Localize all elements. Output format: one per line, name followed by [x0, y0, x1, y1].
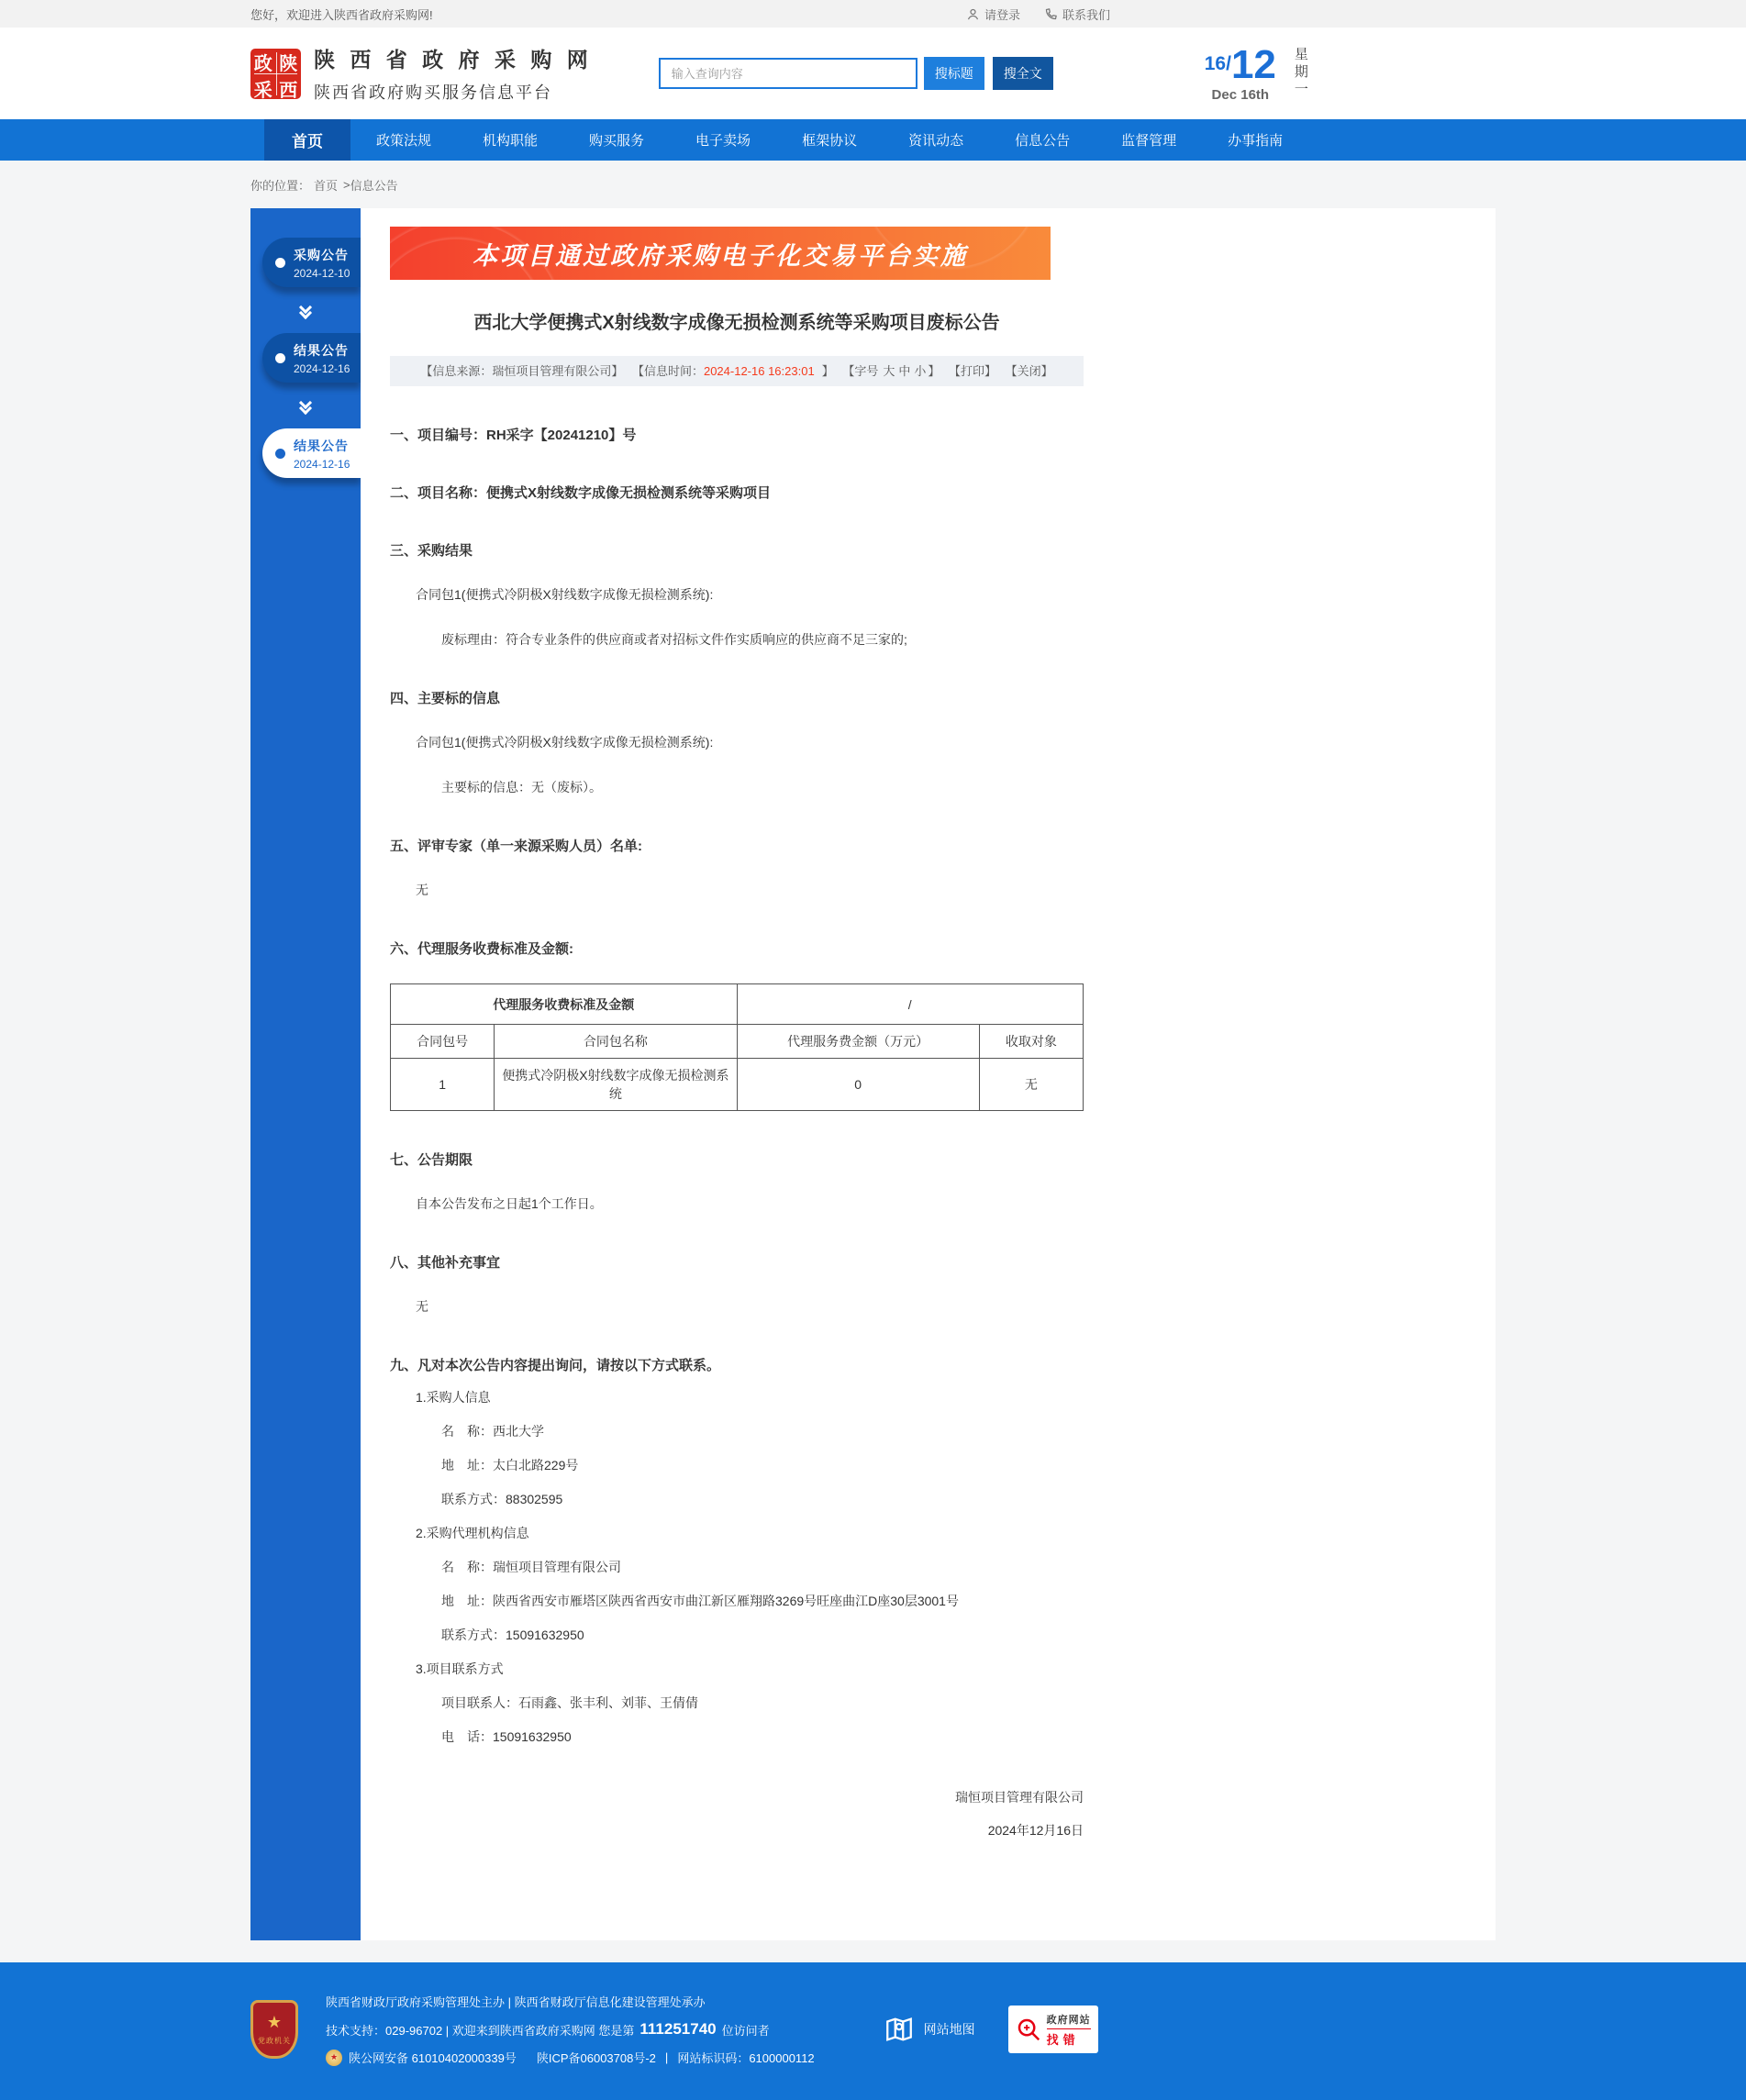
section-line: 1.采购人信息 — [416, 1390, 491, 1405]
weekday-label: 星期一 — [1292, 46, 1308, 99]
step-dot-icon — [275, 449, 285, 459]
badge-label: 党政机关 — [258, 2036, 291, 2045]
section-line: 地 址：太白北路229号 — [441, 1458, 579, 1472]
error-box-title: 政府网站 — [1046, 2014, 1091, 2026]
main-content — [361, 208, 1496, 1940]
nav-item-guide[interactable]: 办事指南 — [1228, 133, 1284, 149]
meta-time-close: 】 — [821, 364, 834, 378]
section-line: 联系方式：15091632950 — [441, 1628, 584, 1642]
visitor-count: 111251740 — [639, 2020, 717, 2038]
step-date: 2024-12-16 — [294, 361, 350, 375]
fontsize-large-button[interactable]: 大 — [883, 364, 895, 378]
map-icon — [884, 2014, 915, 2045]
footer-divider: | — [664, 2050, 669, 2064]
nav-item-purchase-services[interactable]: 购买服务 — [589, 133, 645, 149]
table-col-header: 收取对象 — [979, 1025, 1083, 1059]
breadcrumb-current-link[interactable]: 信息公告 — [350, 178, 398, 193]
header — [0, 28, 1746, 119]
sidebar-timeline — [250, 208, 361, 1940]
breadcrumb-prefix: 你的位置： — [250, 178, 311, 193]
section-heading: 六、代理服务收费标准及金额: — [390, 941, 573, 957]
section-line: 地 址：陕西省西安市雁塔区陕西省西安市曲江新区雁翔路3269号旺座曲江D座30层3001号 — [441, 1594, 959, 1608]
section-heading: 一、项目编号：RH采字【20241210】号 — [390, 428, 637, 443]
fontsize-small-button[interactable]: 小 — [914, 364, 927, 378]
icp-link[interactable]: 陕ICP备06003708号-2 — [536, 2051, 656, 2065]
footer-support-suffix: 位访问者 — [721, 2023, 770, 2038]
step-title: 结果公告 — [294, 342, 349, 358]
gov-site-error-report-button[interactable] — [1008, 2006, 1098, 2053]
party-government-badge-icon — [250, 2000, 298, 2059]
site-title: 陕 西 省 政 府 采 购 网 — [314, 48, 593, 72]
nav-item-org-functions[interactable]: 机构职能 — [483, 133, 539, 149]
login-link[interactable] — [966, 6, 1020, 23]
nav-item-policy[interactable]: 政策法规 — [376, 133, 432, 149]
phone-icon — [1044, 7, 1058, 21]
section-line: 项目联系人：石雨鑫、张丰利、刘菲、王倩倩 — [441, 1695, 698, 1710]
section-heading: 四、主要标的信息 — [390, 691, 501, 706]
search-bar — [659, 57, 1053, 90]
footer-organizer-line: 陕西省财政厅政府采购管理处主办 | 陕西省财政厅信息化建设管理处承办 — [326, 1995, 706, 2009]
site-code: 网站标识码：6100000112 — [677, 2051, 815, 2065]
table-col-header: 合同包名称 — [495, 1025, 737, 1059]
sidebar-step-1[interactable] — [262, 238, 361, 287]
section-line: 合同包1(便携式冷阴极X射线数字成像无损检测系统): — [416, 587, 714, 602]
close-button[interactable]: 【关闭】 — [1005, 364, 1053, 378]
fee-table — [390, 983, 1084, 1111]
table-cell: 便携式冷阴极X射线数字成像无损检测系统 — [495, 1059, 737, 1111]
section-heading: 八、其他补充事宜 — [390, 1255, 501, 1271]
search-input[interactable] — [659, 58, 917, 89]
step-dot-icon — [275, 258, 285, 268]
table-cell: 1 — [391, 1059, 495, 1111]
section-heading: 九、凡对本次公告内容提出询问，请按以下方式联系。 — [390, 1358, 721, 1373]
nav-item-e-mall[interactable]: 电子卖场 — [695, 133, 751, 149]
section-line: 2.采购代理机构信息 — [416, 1526, 529, 1540]
section-line: 联系方式：88302595 — [441, 1492, 563, 1506]
sitemap-label: 网站地图 — [923, 2022, 975, 2037]
timeline-arrow-down-icon — [250, 383, 361, 428]
platform-banner — [390, 227, 1051, 280]
table-col-header: 合同包号 — [391, 1025, 495, 1059]
announcement-article — [390, 208, 1084, 1839]
magnifier-icon — [1015, 2016, 1042, 2043]
step-text — [294, 246, 350, 280]
brand — [250, 43, 593, 104]
table-merged-title: 代理服务收费标准及金额 — [391, 984, 738, 1025]
platform-banner-text: 本项目通过政府采购电子化交易平台实施 — [473, 241, 968, 270]
search-fulltext-button[interactable]: 搜全文 — [993, 57, 1053, 90]
contact-label: 联系我们 — [1062, 7, 1110, 22]
table-cell: 无 — [979, 1059, 1083, 1111]
section-line: 合同包1(便携式冷阴极X射线数字成像无损检测系统): — [416, 735, 714, 750]
site-logo — [250, 49, 301, 99]
date-widget — [1204, 41, 1349, 103]
login-label: 请登录 — [984, 7, 1020, 22]
section-line: 无 — [416, 883, 428, 897]
breadcrumb-home-link[interactable]: 首页 — [314, 178, 339, 193]
step-dot-icon — [275, 353, 285, 363]
user-icon — [966, 7, 980, 21]
step-date: 2024-12-16 — [294, 457, 350, 471]
date-month: 16/ — [1204, 52, 1231, 74]
section-line: 名 称：瑞恒项目管理有限公司 — [441, 1560, 621, 1574]
footer-support-prefix: 技术支持：029-96702 | 欢迎来到陕西省政府采购网 您是第 — [326, 2023, 635, 2038]
nav-item-notices[interactable]: 信息公告 — [1015, 133, 1071, 149]
fontsize-medium-button[interactable]: 中 — [898, 364, 911, 378]
section-heading: 三、采购结果 — [390, 543, 473, 559]
date-english: Dec 16th — [1211, 86, 1270, 103]
national-emblem-icon: ★ — [326, 2050, 342, 2066]
breadcrumb — [250, 161, 1496, 208]
search-title-button[interactable]: 搜标题 — [924, 57, 984, 90]
table-header-row — [391, 1025, 1084, 1059]
error-box-subtitle: 找错 — [1047, 2028, 1091, 2048]
sidebar-step-2[interactable] — [262, 333, 361, 383]
table-merged-slash: / — [737, 984, 1084, 1025]
print-button[interactable]: 【打印】 — [949, 364, 997, 378]
signature-company: 瑞恒项目管理有限公司 — [955, 1790, 1084, 1805]
timeline-arrow-down-icon — [250, 287, 361, 333]
topbar — [0, 0, 1746, 28]
table-col-header: 代理服务费金额（万元） — [737, 1025, 979, 1059]
main-nav — [0, 119, 1746, 161]
nav-item-home[interactable]: 首页 — [264, 119, 350, 161]
breadcrumb-separator: > — [343, 177, 350, 192]
logo-char: 政 — [253, 53, 272, 74]
contact-link[interactable] — [1044, 6, 1110, 23]
welcome-text: 您好，欢迎进入陕西省政府采购网! — [250, 7, 433, 22]
meta-fontsize-label: 【字号 — [842, 364, 879, 378]
section-line: 废标理由：符合专业条件的供应商或者对招标文件作实质响应的供应商不足三家的; — [441, 632, 907, 647]
section-line: 主要标的信息：无（废标）。 — [441, 780, 602, 794]
logo-char: 采 — [253, 80, 272, 101]
meta-fontsize-close: 】 — [928, 364, 940, 378]
section-heading: 二、项目名称：便携式X射线数字成像无损检测系统等采购项目 — [390, 485, 772, 501]
sidebar-step-3[interactable] — [262, 428, 361, 478]
nav-item-supervision[interactable]: 监督管理 — [1121, 133, 1177, 149]
table-cell: 0 — [737, 1059, 979, 1111]
logo-char: 西 — [279, 80, 298, 101]
nav-item-framework-agreement[interactable]: 框架协议 — [802, 133, 858, 149]
announcement-title: 西北大学便携式X射线数字成像无损检测系统等采购项目废标公告 — [473, 313, 1000, 333]
logo-char: 陕 — [279, 53, 298, 74]
signature-block — [390, 1788, 1084, 1839]
beian-link[interactable]: 陕公网安备 61010402000339号 — [349, 2051, 517, 2065]
date-day: 12 — [1230, 41, 1276, 87]
section-heading: 七、公告期限 — [390, 1152, 473, 1168]
step-title: 采购公告 — [294, 247, 349, 262]
section-line: 3.项目联系方式 — [416, 1661, 504, 1676]
step-title: 结果公告 — [294, 438, 349, 453]
badge-star-icon: ★ — [266, 2012, 283, 2031]
meta-time-value: 2024-12-16 16:23:01 — [703, 364, 815, 378]
table-merged-row — [391, 984, 1084, 1025]
section-line: 电 话：15091632950 — [441, 1729, 572, 1744]
nav-item-news[interactable]: 资讯动态 — [908, 133, 964, 149]
table-data-row — [391, 1059, 1084, 1111]
section-line: 无 — [416, 1299, 428, 1314]
signature-date: 2024年12月16日 — [987, 1823, 1084, 1838]
step-text — [294, 437, 350, 471]
meta-time-label: 【信息时间： — [631, 364, 704, 378]
section-heading: 五、评审专家（单一来源采购人员）名单: — [390, 839, 642, 854]
section-line: 自本公告发布之日起1个工作日。 — [416, 1196, 603, 1211]
section-line: 名 称：西北大学 — [441, 1424, 544, 1439]
footer — [0, 1962, 1746, 2100]
step-text — [294, 341, 350, 375]
site-subtitle: 陕西省政府购买服务信息平台 — [314, 83, 552, 102]
sitemap-link[interactable] — [884, 2014, 975, 2045]
step-date: 2024-12-10 — [294, 266, 350, 280]
meta-source: 【信息来源：瑞恒项目管理有限公司】 — [420, 364, 624, 378]
article-meta-bar — [390, 356, 1084, 386]
